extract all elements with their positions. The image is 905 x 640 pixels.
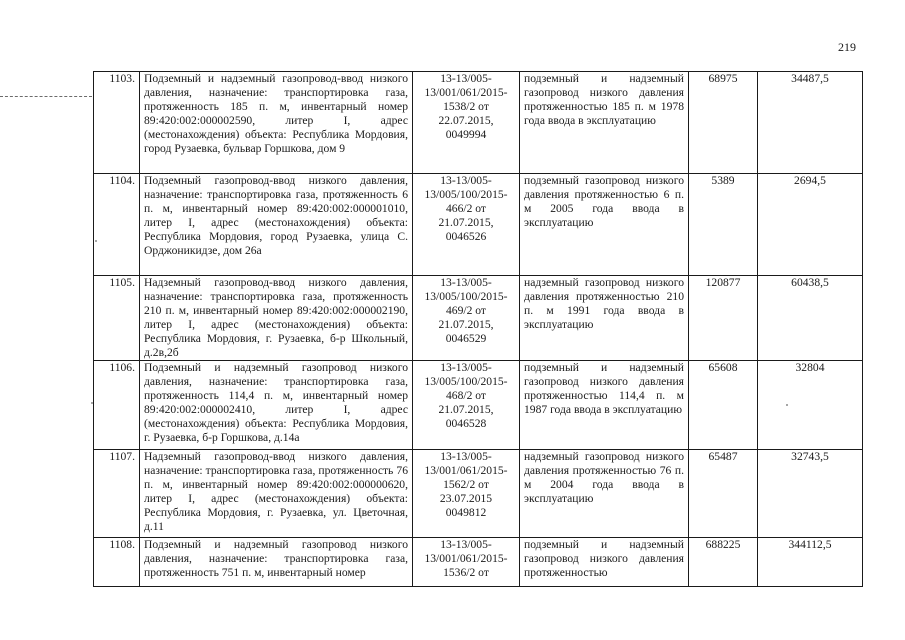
object-characteristics: подземный и надземный газопровод низкого давления протяженностью 114,4 п. м 1987 года ввода в эксплуатацию <box>520 361 689 450</box>
value-column-2: 32804 <box>758 361 863 450</box>
page-number: 219 <box>838 40 856 54</box>
row-number: 1103. <box>94 72 140 174</box>
value-column-1: 120877 <box>689 276 758 361</box>
value-column-2: 32743,5 <box>758 450 863 538</box>
registration-record: 13-13/005- 13/001/061/2015- 1536/2 от <box>424 538 508 579</box>
value-column-1: 688225 <box>689 538 758 587</box>
table-row <box>94 538 863 587</box>
object-description: Надземный газопровод-ввод низкого давления, назначение: транспортировка газа, протяженность 210 п. м, инвентарный номер 89:420:002:000002190, литер I, адрес (местонахождения) объекта: Республика Мордовия, г. Рузаевка, б-р Школьный, д.2в,2б <box>140 276 413 361</box>
value-column-2: 344112,5 <box>758 538 863 587</box>
object-characteristics: подземный и надземный газопровод низкого давления протяженностью 185 п. м 1978 года ввода в эксплуатацию <box>520 72 689 174</box>
registration-record: 13-13/005- 13/005/100/2015- 469/2 от 21.07.2015, 0046529 <box>424 276 508 345</box>
registration-record: 13-13/005- 13/001/061/2015- 1562/2 от 23.07.2015 0049812 <box>424 450 508 519</box>
row-number: 1104. <box>94 174 140 276</box>
table-row <box>94 361 863 450</box>
table-row <box>94 450 863 538</box>
property-registry-table <box>93 71 863 587</box>
object-characteristics: подземный газопровод низкого давления протяженностью 6 п. м 2005 года ввода в эксплуатацию <box>520 174 689 276</box>
value-column-2: 34487,5 <box>758 72 863 174</box>
registration-record: 13-13/005- 13/001/061/2015- 1538/2 от 22.07.2015, 0049994 <box>424 72 508 141</box>
table-row <box>94 276 863 361</box>
row-number: 1105. <box>94 276 140 361</box>
table-row <box>94 72 863 174</box>
object-description: Надземный газопровод-ввод низкого давления, назначение: транспортировка газа, протяженность 76 п. м, инвентарный номер 89:420:002:000000620, литер I, адрес (местонахождения) объекта: Республика Мордовия, г. Рузаевка, ул. Цветочная, д.11 <box>140 450 413 538</box>
value-column-1: 5389 <box>689 174 758 276</box>
table-row <box>94 174 863 276</box>
registration-record: 13-13/005- 13/005/100/2015- 466/2 от 21.07.2015, 0046526 <box>424 174 508 243</box>
object-description: Подземный и надземный газопровод-ввод низкого давления, назначение: транспортировка газа, протяженность 185 п. м, инвентарный номер 89:420:002:000002590, литер I, адрес (местонахождения) объекта: Республика Мордовия, город Рузаевка, бульвар Горшкова, дом 9 <box>140 72 413 174</box>
object-description: Подземный газопровод-ввод низкого давления, назначение: транспортировка газа, протяженность 6 п. м, инвентарный номер 89:420:002:000001010, литер I, адрес (местонахождения) объекта: Республика Мордовия, город Рузаевка, улица С. Орджоникидзе, дом 26а <box>140 174 413 276</box>
registration-record: 13-13/005- 13/005/100/2015- 468/2 от 21.07.2015, 0046528 <box>424 361 508 430</box>
value-column-1: 65487 <box>689 450 758 538</box>
value-column-2: 2694,5 <box>758 174 863 276</box>
row-number: 1106. <box>94 361 140 450</box>
value-column-1: 65608 <box>689 361 758 450</box>
value-column-2: 60438,5 <box>758 276 863 361</box>
object-characteristics: подземный и надземный газопровод низкого давления протяженностью <box>520 538 689 587</box>
object-description: Подземный и надземный газопровод низкого давления, назначение: транспортировка газа, протяженность 751 п. м, инвентарный номер <box>140 538 413 587</box>
value-column-1: 68975 <box>689 72 758 174</box>
object-description: Подземный и надземный газопровод низкого давления, назначение: транспортировка газа, протяженность 114,4 п. м, инвентарный номер 89:420:002:000002410, литер I, адрес (местонахождения) объекта: Республика Мордовия, г. Рузаевка, б-р Горшкова, д.14а <box>140 361 413 450</box>
object-characteristics: надземный газопровод низкого давления протяженностью 76 п. м 2004 года ввода в эксплуатацию <box>520 450 689 538</box>
scan-artifact-line <box>0 96 92 97</box>
object-characteristics: надземный газопровод низкого давления протяженностью 210 п. м 1991 года ввода в эксплуатацию <box>520 276 689 361</box>
row-number: 1107. <box>94 450 140 538</box>
row-number: 1108. <box>94 538 140 587</box>
